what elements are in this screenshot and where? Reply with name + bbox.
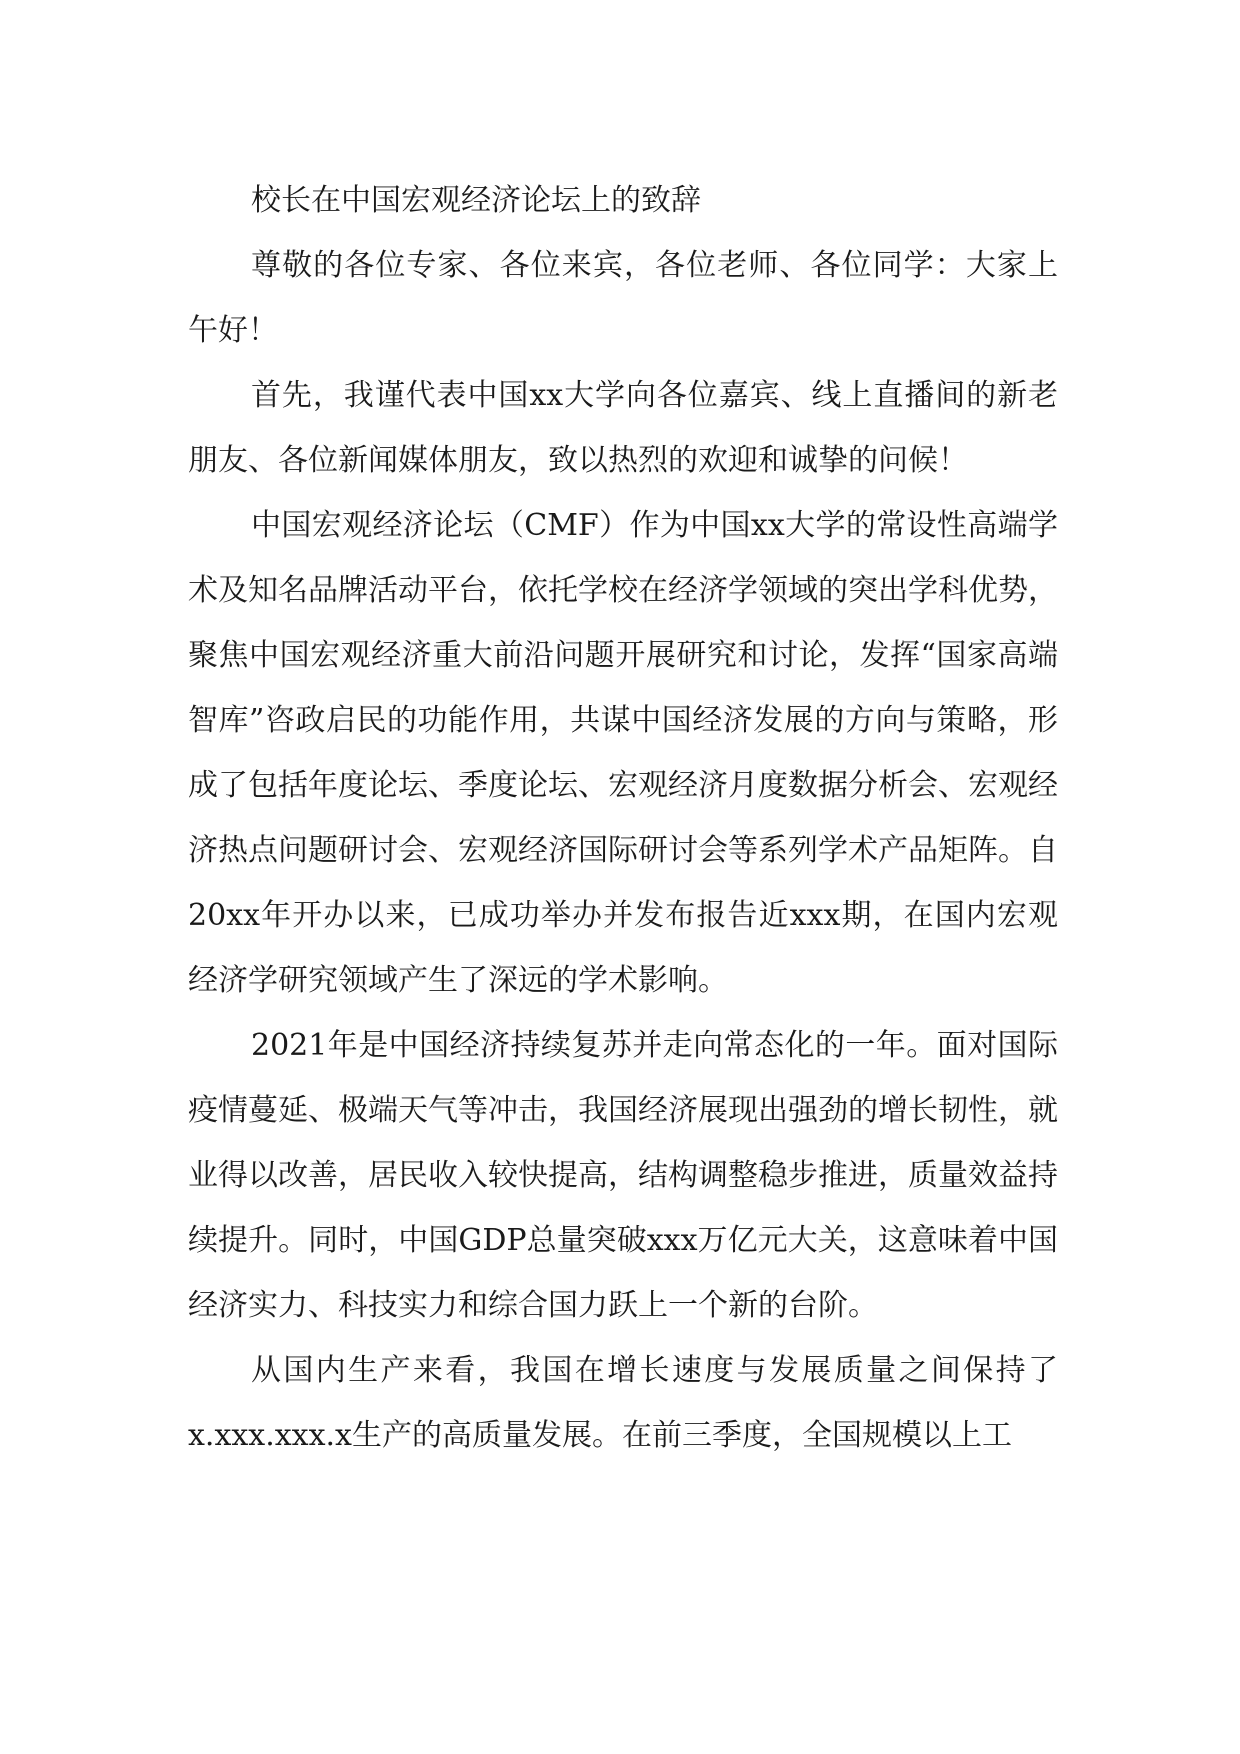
- paragraph-welcome: 首先，我谨代表中国xx大学向各位嘉宾、线上直播间的新老朋友、各位新闻媒体朋友，致以热烈的欢迎和诚挚的问候！: [188, 378, 1058, 478]
- paragraph-economy-2021: 2021年是中国经济持续复苏并走向常态化的一年。面对国际疫情蔓延、极端天气等冲击，我国经济展现出强劲的增长韧性，就业得以改善，居民收入较快提高，结构调整稳步推进，质量效益持续提升。同时，中国GDP总量突破xxx万亿元大关，这意味着中国经济实力、科技实力和综合国力跃上一个新的台阶。: [188, 1028, 1058, 1323]
- paragraph-cmf-intro: 中国宏观经济论坛（CMF）作为中国xx大学的常设性高端学术及知名品牌活动平台，依托学校在经济学领域的突出学科优势，聚焦中国宏观经济重大前沿问题开展研究和讨论，发挥“国家高端智库”咨政启民的功能作用，共谋中国经济发展的方向与策略，形成了包括年度论坛、季度论坛、宏观经济月度数据分析会、宏观经济热点问题研讨会、宏观经济国际研讨会等系列学术产品矩阵。自20xx年开办以来，已成功举办并发布报告近xxx期，在国内宏观经济学研究领域产生了深远的学术影响。: [188, 508, 1058, 998]
- document-title: 校长在中国宏观经济论坛上的致辞: [251, 183, 701, 218]
- paragraph-greeting: 尊敬的各位专家、各位来宾，各位老师、各位同学：大家上午好！: [188, 248, 1058, 348]
- document-body: [188, 168, 1058, 1468]
- paragraph-domestic-production: 从国内生产来看，我国在增长速度与发展质量之间保持了x.xxx.xxx.x生产的高质量发展。在前三季度，全国规模以上工: [188, 1353, 1058, 1453]
